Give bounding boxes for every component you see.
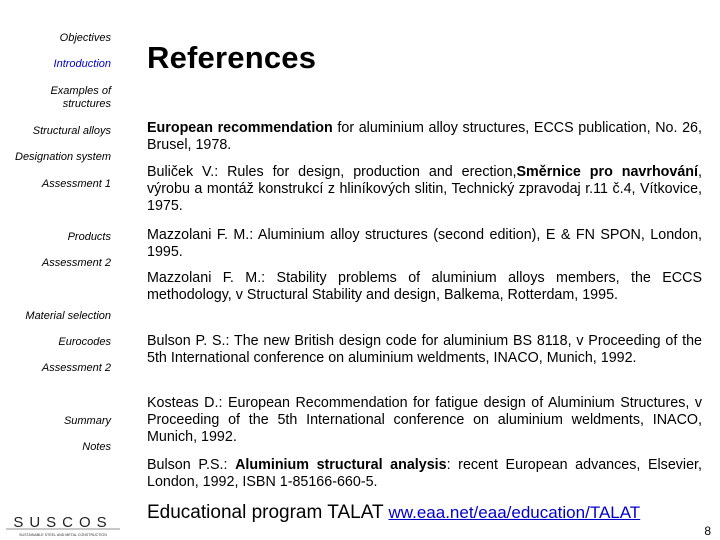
suscos-logo [4,512,122,538]
sidebar-item-designation-system[interactable]: Designation system [15,151,111,163]
sidebar-item-eurocodes[interactable]: Eurocodes [58,336,111,348]
reference-bold: Směrnice pro navrhování [516,164,699,180]
reference-text: Mazzolani F. M.: Stability problems of aluminium alloys members, the ECCS methodology, v Structural Stability and design, Balkema, Rotterdam, 1995. [147,270,702,303]
sidebar-item-introduction[interactable]: Introduction [53,58,111,70]
page-number: 8 [704,524,711,538]
reference-item [147,120,702,154]
reference-text-tail: : recent European advances, Elsevier, London, 1992, ISBN 1-85166-660-5. [147,457,702,490]
logo-wordmark: SUSCOS [13,514,113,531]
reference-text: Kosteas D.: European Recommendation for fatigue design of Aluminium Structures, v Proceeding of the 5th International conference on aluminium weldments, INACO, Munich, 1992. [147,395,702,445]
talat-link[interactable]: ww.eaa.net/eaa/education/TALAT [388,503,641,522]
reference-bold: Aluminium structural analysis [235,457,447,473]
reference-item [147,395,702,446]
reference-text-tail: , výrobu a montáž konstrukcí z hliníkových slitin, Technický zpravodaj r.11 č.4, Vítkovice, 1975. [147,164,702,214]
sidebar-item-products[interactable]: Products [67,231,111,243]
sidebar-item-assessment-1[interactable]: Assessment 1 [41,178,111,190]
reference-item [147,270,702,304]
page-title: References [147,40,317,75]
reference-item [147,227,702,261]
sidebar-item-structural-alloys[interactable]: Structural alloys [32,125,111,137]
reference-item [147,333,702,367]
reference-text: Bulson P.S.: [147,457,236,473]
reference-text: for aluminium alloy structures, ECCS publication, No. 26, Brusel, 1978. [147,120,702,153]
reference-item [147,164,702,215]
sidebar-item-notes[interactable]: Notes [82,441,111,453]
footer [147,502,640,524]
sidebar-item-assessment-2b[interactable]: Assessment 2 [41,362,111,374]
reference-text: Buliček V.: Rules for design, production and erection, [147,164,517,180]
reference-text: Bulson P. S.: The new British design code for aluminium BS 8118, v Proceeding of the 5th International conference on aluminium weldments, INACO, Munich, 1992. [147,333,702,366]
sidebar-item-assessment-2[interactable]: Assessment 2 [41,257,111,269]
reference-bold: European recommendation [147,120,333,136]
footer-program-text: Educational program TALAT [147,502,389,523]
sidebar-item-objectives[interactable]: Objectives [59,32,111,44]
logo-caption: SUSTAINABLE STEEL AND METAL CONSTRUCTION [19,533,107,537]
reference-text: Mazzolani F. M.: Aluminium alloy structures (second edition), E & FN SPON, London, 1995. [147,227,702,260]
sidebar-item-summary[interactable]: Summary [63,415,111,427]
reference-item [147,457,702,491]
sidebar-item-examples-of-structures[interactable]: Examples of structures [50,85,111,110]
sidebar-item-material-selection[interactable]: Material selection [25,310,111,322]
